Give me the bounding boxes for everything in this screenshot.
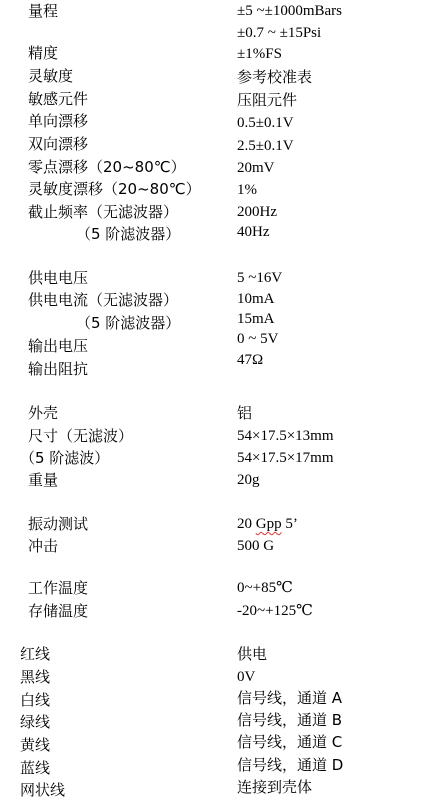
weight-value: 20g: [237, 472, 260, 488]
output-impedance-value: 47Ω: [237, 352, 264, 368]
wire-blue-value: 信号线，通道 D: [237, 756, 344, 774]
wire-black-label: 黑线: [20, 668, 51, 686]
vibration-value: [237, 514, 298, 534]
shock-label: 冲击: [28, 537, 59, 555]
element-value: 压阻元件: [237, 91, 298, 109]
wire-green-label: 绿线: [20, 713, 51, 731]
vibration-value-prefix: 20: [237, 516, 256, 532]
range-label: 量程: [28, 2, 59, 20]
supply-current-value-filtered: 15mA: [237, 311, 275, 327]
vibration-value-suffix: 5’: [281, 516, 298, 532]
supply-current-label-filtered: （5 阶滤波器）: [76, 314, 181, 332]
size-value-filtered: 54×17.5×17mm: [237, 450, 334, 466]
vibration-label: 振动测试: [28, 515, 89, 533]
shock-value: 500 G: [237, 538, 275, 554]
cutoff-frequency-label-filtered: （5 阶滤波器）: [76, 225, 181, 243]
operating-temp-label: 工作温度: [28, 579, 89, 597]
sensitivity-value: 参考校准表: [237, 68, 313, 86]
wire-blue-label: 蓝线: [20, 759, 51, 777]
size-value: 54×17.5×13mm: [237, 428, 334, 444]
bidirectional-drift-value: 2.5±0.1V: [237, 138, 294, 154]
size-label: 尺寸（无滤波）: [28, 427, 134, 445]
wire-yellow-label: 黄线: [20, 736, 51, 754]
sensitivity-drift-value: 1%: [237, 182, 257, 198]
wire-white-value: 信号线，通道 A: [237, 689, 343, 707]
sensitivity-label: 灵敏度: [28, 67, 74, 85]
weight-label: 重量: [28, 471, 59, 489]
storage-temp-value: -20~+125℃: [237, 603, 313, 619]
zero-drift-value: 20mV: [237, 160, 275, 176]
housing-value: 铝: [237, 404, 253, 422]
bidirectional-drift-label: 双向漂移: [28, 135, 89, 153]
wire-white-label: 白线: [20, 691, 51, 709]
storage-temp-label: 存储温度: [28, 602, 89, 620]
wire-green-value: 信号线，通道 B: [237, 711, 343, 729]
wire-black-value: 0V: [237, 669, 256, 685]
cutoff-frequency-label: 截止频率（无滤波器）: [28, 203, 179, 221]
size-label-filtered: （5 阶滤波）: [20, 449, 110, 467]
output-voltage-value: 0 ~ 5V: [237, 331, 279, 347]
operating-temp-value: 0~+85℃: [237, 580, 293, 596]
cutoff-frequency-value: 200Hz: [237, 204, 277, 220]
cutoff-frequency-value-filtered: 40Hz: [237, 224, 270, 240]
wire-mesh-label: 网状线: [20, 781, 66, 799]
housing-label: 外壳: [28, 404, 59, 422]
range-value-mbar: ±5 ~±1000mBars: [237, 3, 342, 19]
supply-current-label: 供电电流（无滤波器）: [28, 291, 179, 309]
accuracy-label: 精度: [28, 44, 59, 62]
supply-voltage-value: 5 ~16V: [237, 270, 283, 286]
wire-yellow-value: 信号线，通道 C: [237, 733, 343, 751]
zero-drift-label: 零点漂移（20~80℃）: [28, 158, 186, 176]
unidirectional-drift-label: 单向漂移: [28, 112, 89, 130]
supply-current-value: 10mA: [237, 291, 275, 307]
accuracy-value: ±1%FS: [237, 46, 282, 62]
wire-red-value: 供电: [237, 645, 268, 663]
wire-mesh-value: 连接到壳体: [237, 778, 313, 796]
wire-red-label: 红线: [20, 645, 51, 663]
supply-voltage-label: 供电电压: [28, 269, 89, 287]
output-voltage-label: 输出电压: [28, 337, 89, 355]
unidirectional-drift-value: 0.5±0.1V: [237, 115, 294, 131]
vibration-value-unit: Gpp: [255, 516, 282, 532]
output-impedance-label: 输出阻抗: [28, 360, 89, 378]
sensitivity-drift-label: 灵敏度漂移（20~80℃）: [28, 180, 201, 198]
range-value-psi: ±0.7 ~ ±15Psi: [237, 25, 322, 41]
element-label: 敏感元件: [28, 90, 89, 108]
